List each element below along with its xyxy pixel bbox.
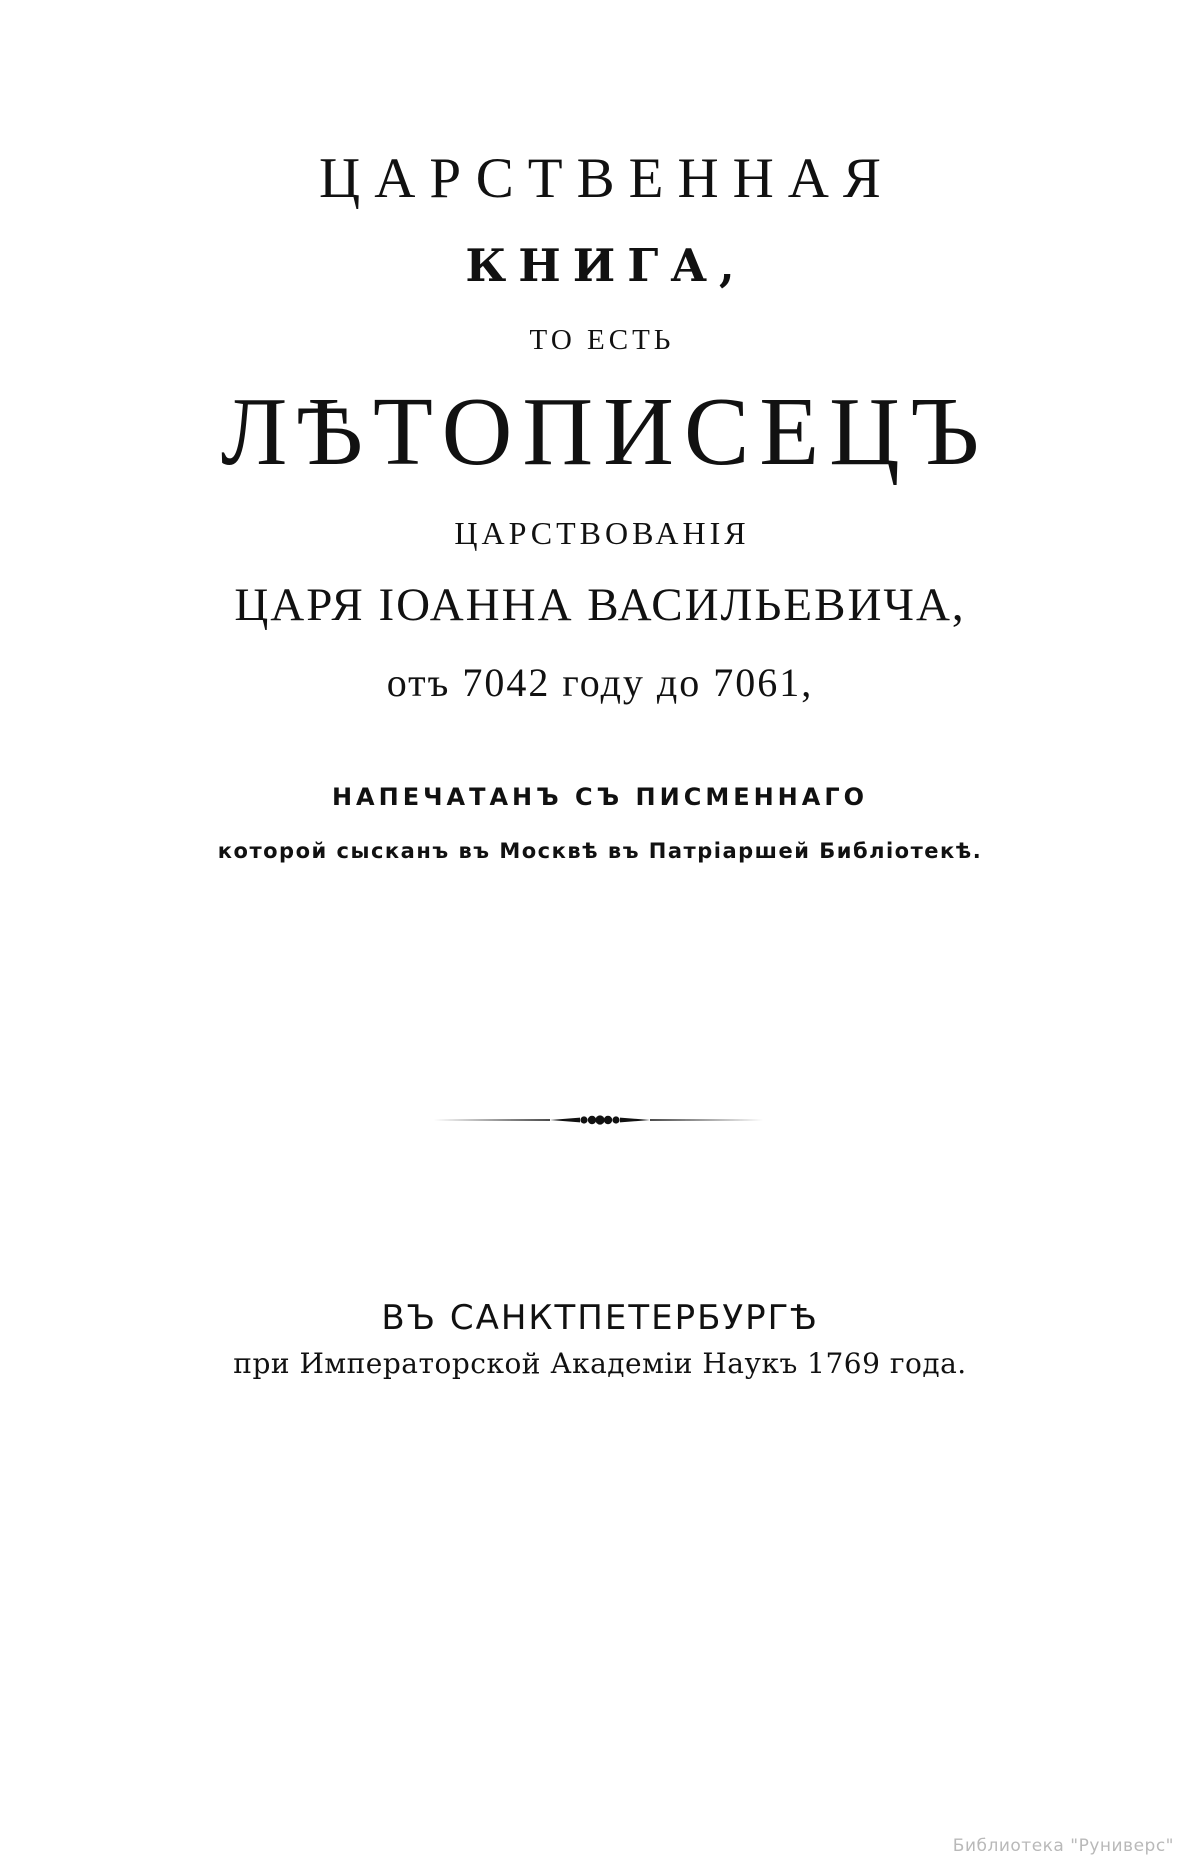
imprint-block — [0, 1300, 1200, 1380]
title-line-4: ЛѢТОПИСЕЦЪ — [220, 378, 990, 486]
printing-note-line-1: НАПЕЧАТАНЪ СЪ ПИСМЕННАГО — [331, 783, 869, 811]
library-watermark: Библиотека "Руниверс" — [952, 1836, 1174, 1856]
title-line-1: ЦАРСТВЕННАЯ — [319, 147, 895, 210]
title-line-3: ТО ЕСТЬ — [529, 324, 675, 356]
title-block — [0, 147, 1200, 863]
title-line-7: отъ 7042 году до 7061, — [386, 660, 814, 705]
title-line-5: ЦАРСТВОВАНІЯ — [454, 515, 750, 551]
title-line-6: ЦАРЯ ІОАННА ВАСИЛЬЕВИЧА, — [234, 579, 966, 631]
diamond-rule-ornament-icon — [0, 1108, 1200, 1138]
title-line-2: КНИГА, — [465, 239, 747, 292]
imprint-publisher: при Императорской Академіи Наукъ 1769 года. — [233, 1347, 967, 1381]
imprint-city: ВЪ САНКТПЕТЕРБУРГѢ — [381, 1298, 819, 1338]
printing-note-line-2: которой сысканъ въ Москвѣ въ Патріаршей Библіотекѣ. — [217, 839, 983, 863]
